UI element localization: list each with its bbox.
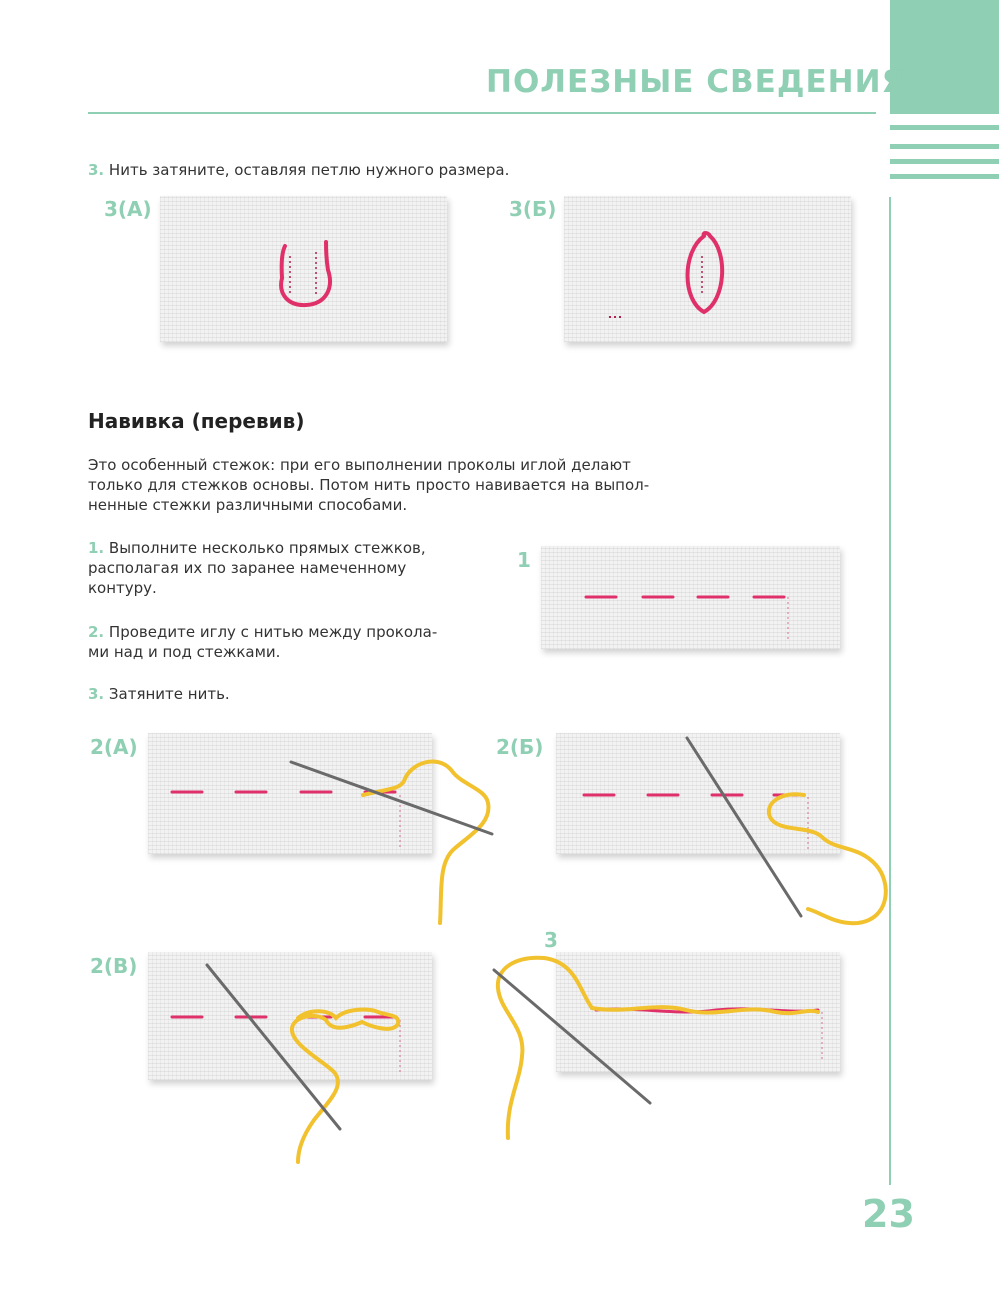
header-rule xyxy=(88,112,876,114)
page-header-title: ПОЛЕЗНЫЕ СВЕДЕНИЯ xyxy=(486,64,907,100)
figure-label-3: 3 xyxy=(544,928,558,952)
step-text: Нить затяните, оставляя петлю нужного размера. xyxy=(108,161,510,179)
figure-label-2b: 2(Б) xyxy=(496,735,544,759)
step-1 xyxy=(88,538,426,598)
step-number: 2. xyxy=(88,623,105,641)
section-intro xyxy=(88,455,649,515)
step-number: 3. xyxy=(88,161,105,179)
figure-2a-scene xyxy=(148,733,432,854)
intro-line: Это особенный стежок: при его выполнении проколы иглой делают xyxy=(88,456,631,474)
step-3 xyxy=(88,684,230,704)
step-text: Проведите иглу с нитью между прокола- xyxy=(108,623,438,641)
figure-3a-loop xyxy=(160,196,447,342)
decor-stripe xyxy=(890,174,999,179)
figure-3-scene xyxy=(556,952,840,1072)
figure-2v-scene xyxy=(148,952,432,1080)
intro-line: ненные стежки различными способами. xyxy=(88,496,408,514)
section-heading: Навивка (перевив) xyxy=(88,409,305,433)
step-2 xyxy=(88,622,437,662)
step-number: 1. xyxy=(88,539,105,557)
step-number: 3. xyxy=(88,685,105,703)
figure-3b-loop xyxy=(564,196,851,342)
step-text: Выполните несколько прямых стежков, xyxy=(108,539,426,557)
decor-stripe xyxy=(890,159,999,164)
figure-label-3b: 3(Б) xyxy=(509,197,557,221)
figure-label-3a: 3(А) xyxy=(104,197,152,221)
figure-1-stitches xyxy=(541,546,840,649)
figure-label-2v: 2(В) xyxy=(90,954,138,978)
page-number: 23 xyxy=(862,1192,915,1236)
intro-line: только для стежков основы. Потом нить просто навивается на выпол- xyxy=(88,476,650,494)
step3-intro xyxy=(88,160,509,180)
figure-2b-scene xyxy=(556,733,840,854)
step-text: контуру. xyxy=(88,579,157,597)
decor-stripe xyxy=(890,125,999,130)
decor-stripe xyxy=(890,144,999,149)
vertical-rule xyxy=(889,197,891,1185)
step-text: Затяните нить. xyxy=(108,685,230,703)
step-text: располагая их по заранее намеченному xyxy=(88,559,407,577)
figure-label-2a: 2(А) xyxy=(90,735,138,759)
figure-label-1: 1 xyxy=(517,548,531,572)
step-text: ми над и под стежками. xyxy=(88,643,281,661)
